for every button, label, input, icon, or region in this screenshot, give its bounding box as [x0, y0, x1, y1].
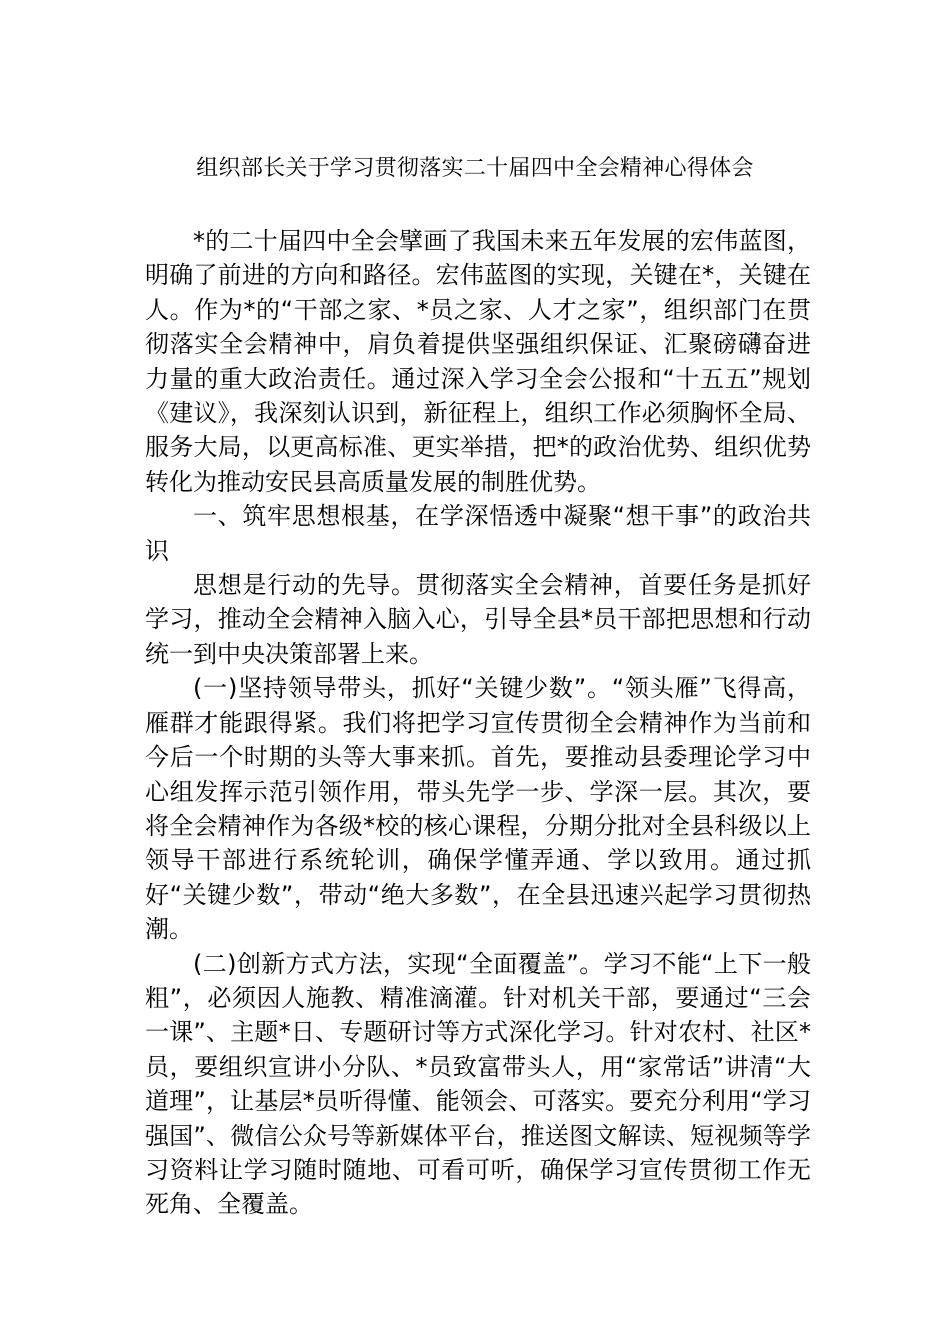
section-heading-1: 一、筑牢思想根基，在学深悟透中凝聚“想干事”的政治共识 [145, 502, 811, 565]
paragraph-subsection-1: (一)坚持领导带头，抓好“关键少数”。“领头雁”飞得高，雁群才能跟得紧。我们将把学习宣传贯彻全会精神作为当前和今后一个时期的头等大事来抓。首先，要推动县委理论学习中心组发挥示范引领作用，带头先学一步、学深一层。其次，要将全会精神作为各级*校的核心课程，分期分批对全县科级以上领导干部进行系统轮训，确保学懂弄通、学以致用。通过抓好“关键少数”，带动“绝大多数”，在全县迅速兴起学习贯彻热潮。 [145, 674, 811, 944]
document-body [145, 224, 811, 1222]
document-title: 组织部长关于学习贯彻落实二十届四中全会精神心得体会 [196, 156, 754, 181]
paragraph-intro: *的二十届四中全会擘画了我国未来五年发展的宏伟蓝图，明确了前进的方向和路径。宏伟蓝图的实现，关键在*，关键在人。作为*的“干部之家、*员之家、人才之家”，组织部门在贯彻落实全会精神中，肩负着提供坚强组织保证、汇聚磅礴奋进力量的重大政治责任。通过深入学习全会公报和“十五五”规划《建议》，我深刻认识到，新征程上，组织工作必须胸怀全局、服务大局，以更高标准、更实举措，把*的政治优势、组织优势转化为推动安民县高质量发展的制胜优势。 [145, 227, 811, 496]
paragraph-subsection-2: (二)创新方式方法，实现“全面覆盖”。学习不能“上下一般粗”，必须因人施教、精准滴灌。针对机关干部，要通过“三会一课”、主题*日、专题研讨等方式深化学习。针对农村、社区*员，要组织宣讲小分队、*员致富带头人，用“家常话”讲清“大道理”，让基层*员听得懂、能领会、可落实。要充分利用“学习强国”、微信公众号等新媒体平台，推送图文解读、短视频等学习资料让学习随时随地、可看可听，确保学习宣传贯彻工作无死角、全覆盖。 [145, 949, 811, 1219]
paragraph-section-1-intro: 思想是行动的先导。贯彻落实全会精神，首要任务是抓好学习，推动全会精神入脑入心，引导全县*员干部把思想和行动统一到中央决策部署上来。 [145, 571, 811, 668]
